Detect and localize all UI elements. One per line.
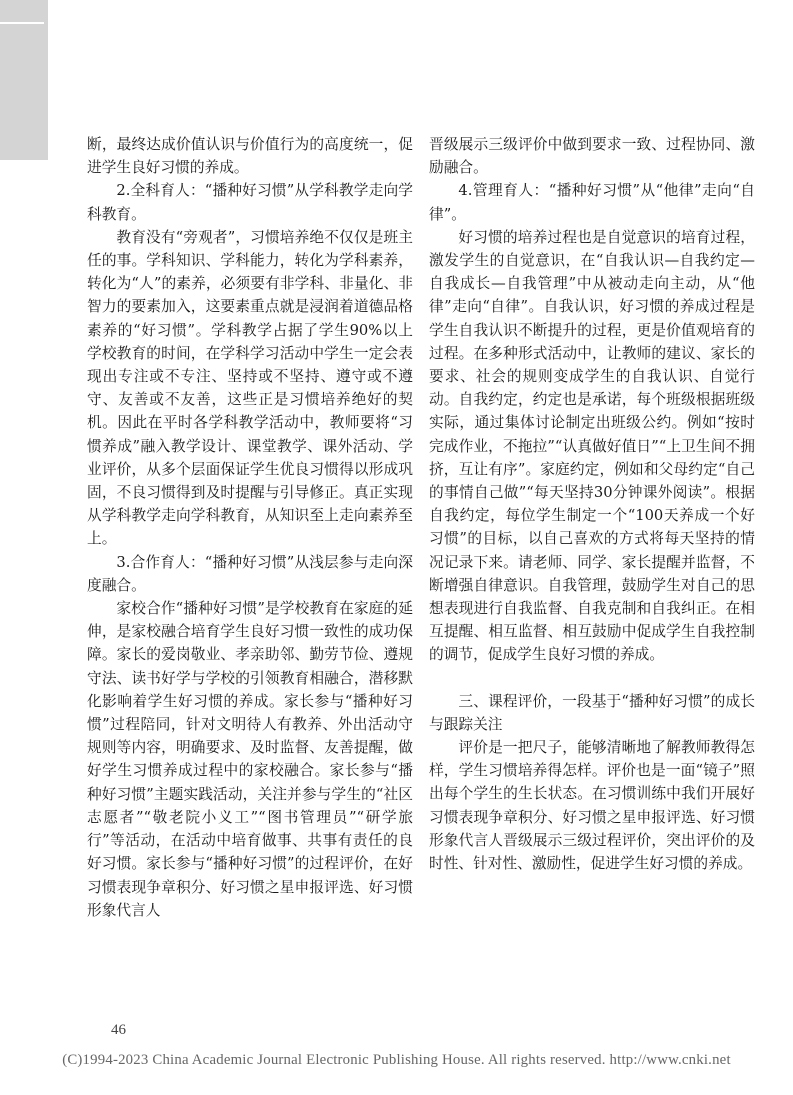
paragraph: 评价是一把尺子，能够清晰地了解教师教得怎样，学生习惯培养得怎样。评价也是一面“镜子”照出每个学生的生长状态。在习惯训练中我们开展好习惯表现争章积分、好习惯之星申报评选、好习惯形象代言人晋级展示三级过程评价，突出评价的及时性、针对性、激励性，促进学生好习惯的养成。: [429, 739, 755, 873]
section-heading: 三、课程评价，一段基于“播种好习惯”的成长与跟踪关注: [429, 692, 755, 733]
page-number: 46: [111, 1022, 126, 1038]
paragraph: 家校合作“播种好习惯”是学校教育在家庭的延伸，是家校融合培育学生良好习惯一致性的成功保障。家长的爱岗敬业、孝亲助邻、勤劳节俭、遵规守法、读书好学与学校的引领教育相融合，潜移默化影响着学生好习惯的养成。家长参与“播种好习惯”过程陪同，针对文明待人有教养、外出活动守规则等内容，明确要求、及时监督、友善提醒，做好学生习惯养成过程中的家校融合。家长参与“播种好习惯”主题实践活动，关注并参与学生的“社区志愿者”“敬老院小义工”“图书管理员”“研学旅行”等活动，在活动中培育做事、共事有责任的良好习惯。家长参与“播种好习惯”的过程评价，在好习惯表现争章积分、好习惯之星申报评选、好习惯形象代言人: [87, 600, 413, 919]
paragraph: 晋级展示三级评价中做到要求一致、过程协同、激励融合。: [429, 136, 755, 177]
margin-tab-decoration: [0, 0, 48, 160]
paragraph: 断，最终达成价值认识与价值行为的高度统一，促进学生良好习惯的养成。: [87, 136, 413, 177]
section-heading: 3.合作育人：“播种好习惯”从浅层参与走向深度融合。: [87, 553, 413, 594]
paragraph: 好习惯的培养过程也是自觉意识的培育过程，激发学生的自觉意识，在“自我认识—自我约定—自我成长—自我管理”中从被动走向主动，从“他律”走向“自律”。自我认识，好习惯的养成过程是学生自我认识不断提升的过程，更是价值观培育的过程。在多种形式活动中，让教师的建议、家长的要求、社会的规则变成学生的自我认识、自觉行动。自我约定，约定也是承诺，每个班级根据班级实际，通过集体讨论制定出班级公约。例如“按时完成作业，不拖拉”“认真做好值日”“上卫生间不拥挤，互让有序”。家庭约定，例如和父母约定“自己的事情自己做”“每天坚持30分钟课外阅读”。根据自我约定，每位学生制定一个“100天养成一个好习惯”的目标，以自己喜欢的方式将每天坚持的情况记录下来。请老师、同学、家长提醒并监督，不断增强自律意识。自我管理，鼓励学生对自己的思想表现进行自我监督、自我克制和自我纠正。在相互提醒、相互监督、相互鼓励中促成学生自我控制的调节，促成学生良好习惯的养成。: [429, 228, 755, 664]
right-column: [429, 133, 755, 875]
paragraph: 教育没有“旁观者”，习惯培养绝不仅仅是班主任的事。学科知识、学科能力，转化为学科素养，转化为“人”的素养，必须要有非学科、非量化、非智力的要素加入，这要素重点就是浸润着道德品格素养的“好习惯”。学科教学占据了学生90%以上学校教育的时间，在学科学习活动中学生一定会表现出专注或不专注、坚持或不坚持、遵守或不遵守、友善或不友善，这些正是习惯培养绝好的契机。因此在平时各学科教学活动中，教师要将“习惯养成”融入教学设计、课堂教学、课外活动、学业评价，从多个层面保证学生优良习惯得以形成巩固，不良习惯得到及时提醒与引导修正。真正实现从学科教学走向学科教育，从知识至上走向素养至上。: [87, 228, 413, 548]
copyright-footer: (C)1994-2023 China Academic Journal Electronic Publishing House. All rights reserved. http://www.cnki.net: [62, 1052, 731, 1068]
section-heading: 4.管理育人：“播种好习惯”从“他律”走向“自律”。: [429, 182, 755, 223]
left-column: [87, 133, 413, 922]
section-heading: 2.全科育人：“播种好习惯”从学科教学走向学科教育。: [87, 182, 413, 223]
